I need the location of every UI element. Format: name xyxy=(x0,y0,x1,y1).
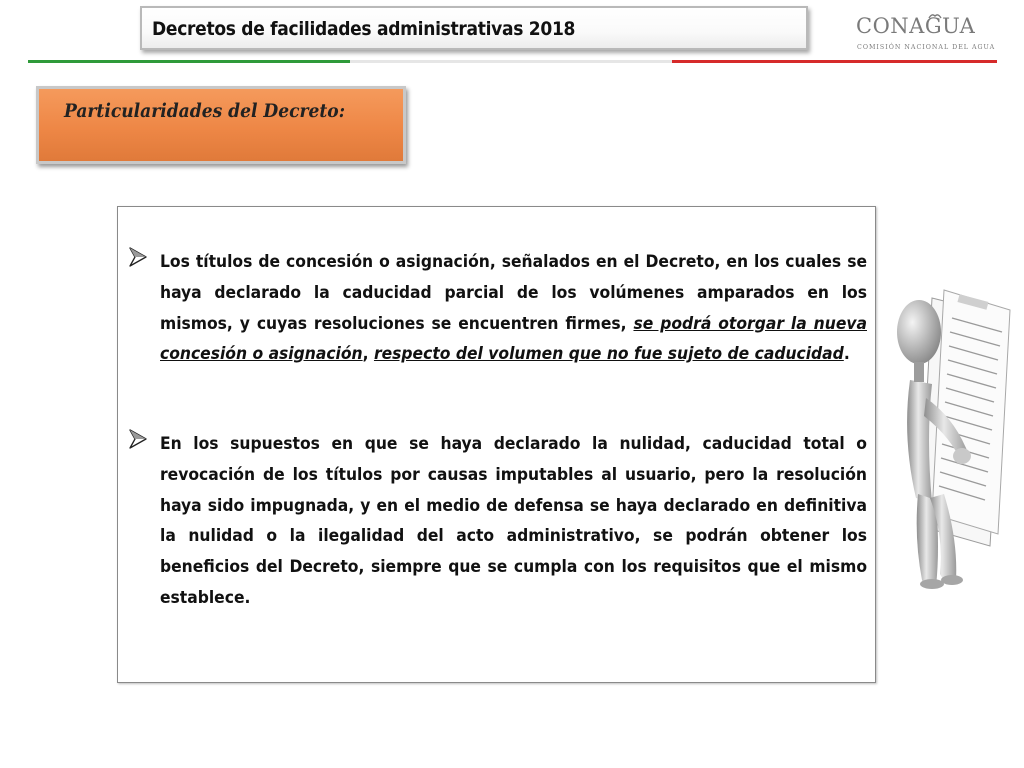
list-item xyxy=(128,247,867,370)
bullet-text xyxy=(160,247,867,370)
conagua-logo xyxy=(856,14,996,54)
page-title: Decretos de facilidades administrativas 2018 xyxy=(152,18,576,40)
flag-stripe-white xyxy=(350,60,672,63)
person-with-document-icon xyxy=(892,288,1012,598)
list-item xyxy=(128,429,867,614)
bullet-text-emphasis: se podrá otorgar la nueva concesión o asignación xyxy=(160,313,867,365)
bullet-text-intro: Los títulos de concesión o asignación, señalados en el Decreto, en los cuales se haya declarado la caducidad parcial de los volúmenes amparados en los mismos, y cuyas resoluciones se encuentren firmes, xyxy=(160,252,867,334)
section-heading-box xyxy=(36,86,406,164)
arrow-bullet-icon xyxy=(128,429,148,449)
section-heading: Particularidades del Decreto: xyxy=(64,100,346,122)
header-title-box xyxy=(140,6,808,50)
flag-stripe-green xyxy=(28,60,350,63)
logo-subtitle: COMISIÓN NACIONAL DEL AGUA xyxy=(857,44,996,51)
bullet-text-end: . xyxy=(843,344,850,365)
bullet-text-emphasis: respecto del volumen que no fue sujeto de caducidad xyxy=(373,344,844,365)
flag-stripe-red xyxy=(672,60,997,63)
bullet-text: En los supuestos en que se haya declarado la nulidad, caducidad total o revocación de los títulos por causas imputables al usuario, pero la resolución haya sido impugnada, y en el medio de defensa se haya declarado en definitiva la nulidad o la ilegalidad del acto administrativo, se podrán obtener los beneficios del Decreto, siempre que se cumpla con los requisitos que el mismo establece. xyxy=(160,434,867,608)
logo-name: CONAGUA xyxy=(856,14,976,38)
content-panel xyxy=(117,206,876,683)
bullet-text-separator: , xyxy=(362,344,374,365)
arrow-bullet-icon xyxy=(128,247,148,267)
